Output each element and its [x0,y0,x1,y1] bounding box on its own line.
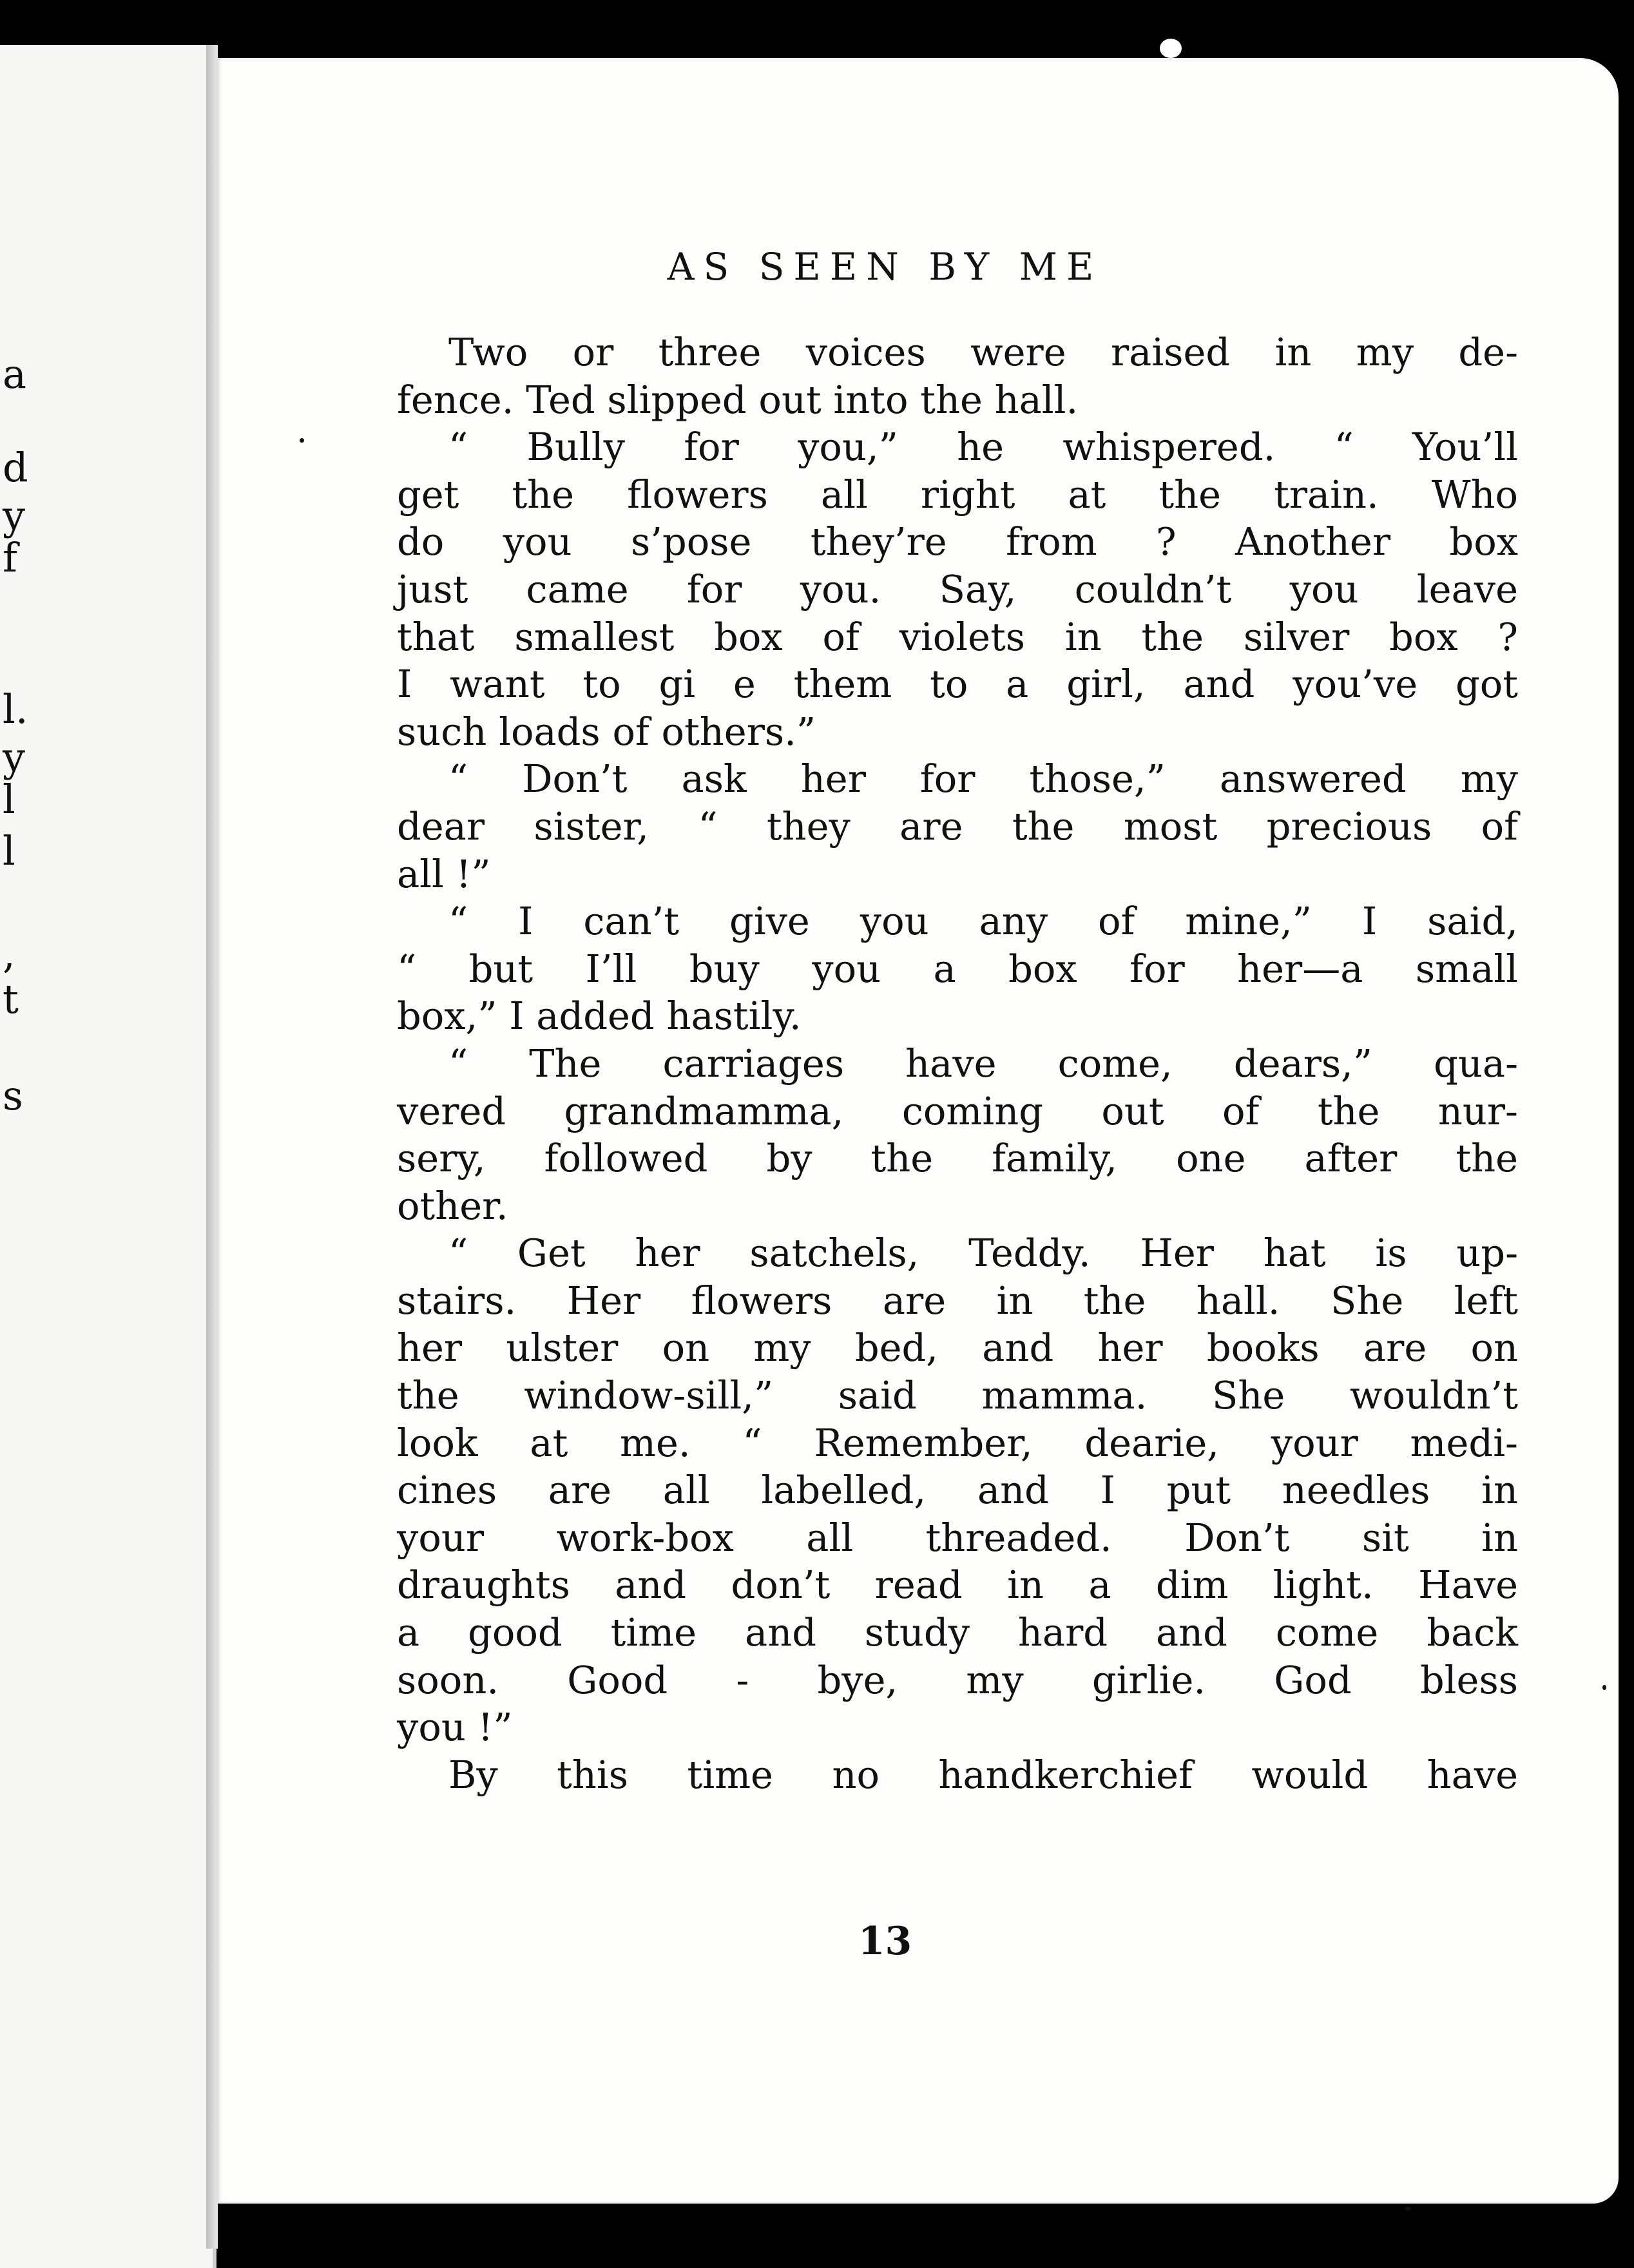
scan-blemish [1160,39,1182,58]
fragment: a [3,351,26,398]
fragment: y [3,492,26,539]
text-line: just came for you. Say, couldn’t you leave [397,566,1518,611]
text-line: “ The carriages have come, dears,” qua- [448,1041,1518,1086]
running-head: AS SEEN BY ME [667,245,1103,289]
fragment: t [3,975,19,1023]
text-line: Two or three voices were raised in my de- [448,330,1518,374]
fragment: f [3,534,17,581]
text-line: box,” I added hastily. [397,994,802,1039]
fragment: l [3,776,15,823]
text-line: “ I can’t give you any of mine,” I said, [448,899,1518,944]
text-line: “ Don’t ask her for those,” answered my [448,756,1518,802]
scan-speck [1602,1685,1606,1690]
text-line: a good time and study hard and come back [397,1610,1518,1655]
book-page [216,58,1619,2204]
text-line: dear sister, “ they are the most precious of [397,803,1518,849]
text-line: look at me. “ Remember, dearie, your medi- [397,1420,1518,1465]
text-line: sery, followed by the family, one after the [397,1136,1518,1181]
text-line: her ulster on my bed, and her books are on [397,1325,1518,1370]
text-line: By this time no handkerchief would have [448,1752,1518,1797]
text-line: such loads of others.” [397,709,816,754]
text-line: your work-box all threaded. Don’t sit in [397,1515,1518,1560]
fragment: s [3,1072,23,1119]
scan-speck [1405,2207,1411,2211]
text-line: “ but I’ll buy you a box for her—a small [397,946,1518,991]
text-line: I want to gi e them to a girl, and you’ve got [397,662,1518,707]
text-line: stairs. Her flowers are in the hall. She left [397,1278,1518,1323]
text-line: do you s’pose they’re from ? Another box [397,519,1518,564]
text-line: vered grandmamma, coming out of the nur- [397,1088,1518,1133]
facing-page-text-fragments [0,45,39,2268]
text-line: all !” [397,851,491,896]
text-line: “ Bully for you,” he whispered. “ You’ll [448,425,1518,470]
text-line: fence. Ted slipped out into the hall. [397,377,1079,422]
text-line: cines are all labelled, and I put needles in [397,1468,1518,1513]
fragment: y [3,734,26,781]
fragment: , [3,930,15,977]
text-line: you !” [397,1705,513,1750]
fragment: l. [3,686,28,733]
text-line: draughts and don’t read in a dim light. Have [397,1562,1518,1608]
facing-page-left [0,45,216,2268]
fragment: d [3,444,28,491]
text-line: soon. Good - bye, my girlie. God bless [397,1657,1518,1702]
text-line: get the flowers all right at the train. Who [397,472,1518,517]
page-body [397,329,1518,1798]
scan-speck [300,438,304,443]
text-line: that smallest box of violets in the silver box ? [397,614,1518,659]
text-line: “ Get her satchels, Teddy. Her hat is up- [448,1231,1518,1276]
text-line: the window-sill,” said mamma. She wouldn’t [397,1373,1518,1418]
text-line: other. [397,1183,508,1228]
page-number: 13 [858,1919,912,1964]
fragment: l [3,827,15,874]
